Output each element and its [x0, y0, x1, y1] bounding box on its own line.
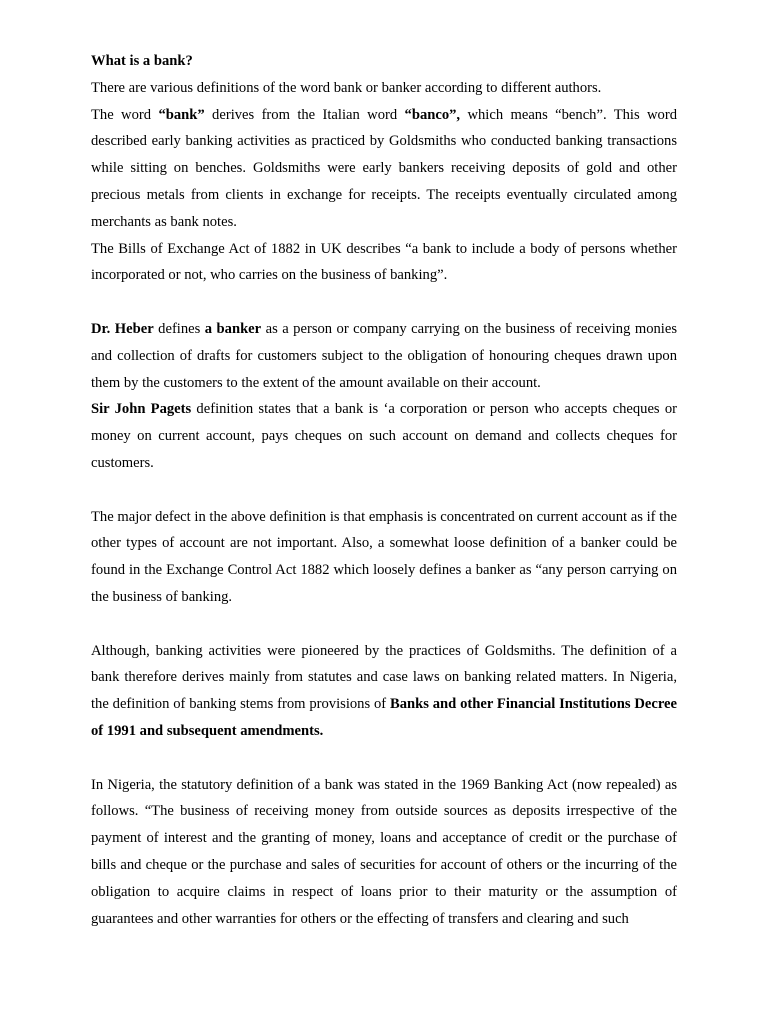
paragraph-bills-of-exchange: The Bills of Exchange Act of 1882 in UK describes “a bank to include a body of persons whether incorporated or not, who carries on the business of banking”.: [91, 240, 677, 284]
bold-term-banks-decree: Banks and other Financial Institutions Decree of 1991 and subsequent amendments.: [91, 696, 677, 739]
text-run: definition states that a bank is ‘a corporation or person who accepts cheques or money on current account, pays cheques on such account on demand and collects cheques for customers.: [91, 401, 677, 471]
text-run: derives from the Italian word: [204, 106, 405, 123]
bold-term-a-banker: a banker: [204, 320, 262, 337]
paragraph-gap: [91, 745, 677, 772]
paragraph-goldsmiths: [91, 638, 677, 745]
paragraph-gap: [91, 289, 677, 316]
text-run: as a person or company carrying on the business of receiving monies and collection of drafts for customers subject to the obligation of honouring cheques drawn upon them by the customers to the extent of the amount available on their account.: [91, 320, 678, 391]
paragraph-etymology: [91, 102, 677, 236]
paragraph-gap: [91, 611, 677, 638]
bold-term-bank: “bank”: [158, 106, 205, 123]
document-page: [91, 48, 677, 932]
text-run: which means “bench”. This word described early banking activities as practiced by Goldsmiths who conducted banking transactions while sitting on benches. Goldsmiths were early bankers receiving deposits of gold and other precious metals from clients in exchange for receipts. The receipts eventually circulated among merchants as bank notes.: [91, 106, 678, 230]
text-run: defines: [153, 320, 205, 337]
paragraph-sir-john-pagets: [91, 396, 677, 476]
text-run: The word: [91, 106, 159, 123]
paragraph-gap: [91, 477, 677, 504]
paragraph-dr-heber: [91, 316, 677, 396]
paragraph-intro: There are various definitions of the word bank or banker according to different authors.: [91, 79, 602, 96]
text-run: Although, banking activities were pioneered by the practices of Goldsmiths. The definition of a bank therefore derives mainly from statutes and case laws on banking related matters. In Nigeria, the definition of banking stems from provisions of: [91, 642, 677, 713]
bold-name-dr-heber: Dr. Heber: [91, 320, 154, 337]
section-heading: What is a bank?: [91, 53, 193, 69]
bold-name-sir-john-pagets: Sir John Pagets: [91, 401, 192, 418]
bold-term-banco: “banco”,: [404, 106, 461, 123]
paragraph-major-defect: The major defect in the above definition is that emphasis is concentrated on current account as if the other types of account are not important. Also, a somewhat loose definition of a banker could be found in the Exchange Control Act 1882 which loosely defines a banker as “any person carrying on the business of banking.: [91, 508, 677, 605]
paragraph-nigeria-statutory: In Nigeria, the statutory definition of a bank was stated in the 1969 Banking Act (now repealed) as follows. “The business of receiving money from outside sources as deposits irrespective of the payment of interest and the granting of money, loans and acceptance of credit or the purchase of bills and cheque or the purchase and sales of securities for account of others or the incurring of the obligation to acquire claims in respect of loans prior to their maturity or the assumption of guarantees and other warranties for others or the effecting of transfers and clearing and such: [91, 776, 677, 927]
